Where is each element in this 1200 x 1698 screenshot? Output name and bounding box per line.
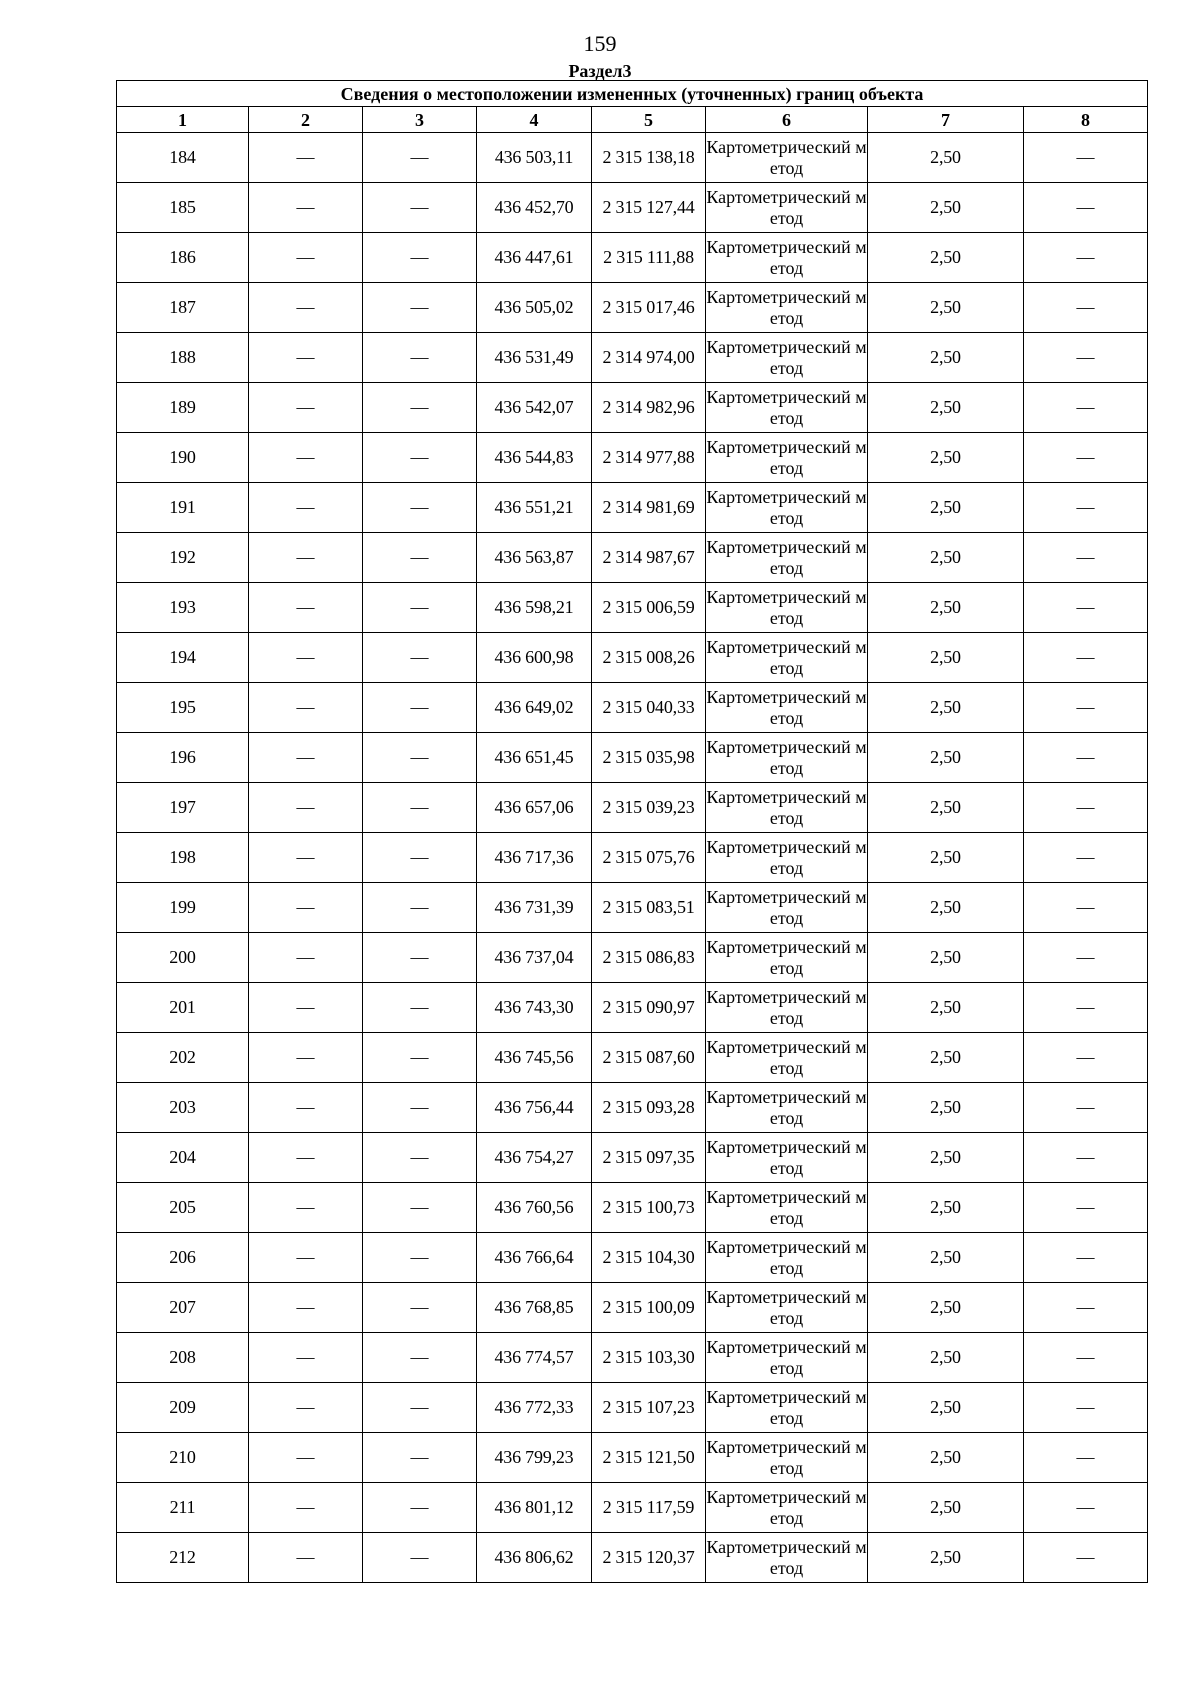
method-cell: Картометрический метод: [706, 733, 868, 783]
cell-col-8: —: [1024, 1533, 1148, 1583]
point-number-cell: 202: [117, 1033, 249, 1083]
method-cell: Картометрический метод: [706, 683, 868, 733]
method-cell: Картометрический метод: [706, 1133, 868, 1183]
accuracy-cell: 2,50: [868, 1483, 1024, 1533]
point-number-cell: 187: [117, 283, 249, 333]
cell-col-2: —: [249, 1133, 363, 1183]
method-cell: Картометрический метод: [706, 1183, 868, 1233]
table-title: Сведения о местоположении измененных (уточненных) границ объекта: [117, 81, 1148, 107]
accuracy-cell: 2,50: [868, 933, 1024, 983]
accuracy-cell: 2,50: [868, 1033, 1024, 1083]
cell-col-8: —: [1024, 833, 1148, 883]
point-number-cell: 212: [117, 1533, 249, 1583]
point-number-cell: 203: [117, 1083, 249, 1133]
cell-col-2: —: [249, 733, 363, 783]
y-coordinate-cell: 2 315 100,09: [592, 1283, 706, 1333]
cell-col-2: —: [249, 133, 363, 183]
x-coordinate-cell: 436 600,98: [477, 633, 592, 683]
method-cell: Картометрический метод: [706, 883, 868, 933]
x-coordinate-cell: 436 563,87: [477, 533, 592, 583]
cell-col-8: —: [1024, 1283, 1148, 1333]
accuracy-cell: 2,50: [868, 1183, 1024, 1233]
y-coordinate-cell: 2 315 120,37: [592, 1533, 706, 1583]
accuracy-cell: 2,50: [868, 533, 1024, 583]
cell-col-3: —: [363, 133, 477, 183]
cell-col-2: —: [249, 583, 363, 633]
section-label: Раздел3: [568, 61, 632, 81]
table-row: [117, 583, 1148, 633]
cell-col-3: —: [363, 483, 477, 533]
table-row: [117, 433, 1148, 483]
x-coordinate-cell: 436 756,44: [477, 1083, 592, 1133]
cell-col-2: —: [249, 883, 363, 933]
cell-col-8: —: [1024, 1083, 1148, 1133]
cell-col-2: —: [249, 633, 363, 683]
cell-col-8: —: [1024, 1233, 1148, 1283]
cell-col-3: —: [363, 383, 477, 433]
x-coordinate-cell: 436 598,21: [477, 583, 592, 633]
table-row: [117, 1233, 1148, 1283]
cell-col-2: —: [249, 933, 363, 983]
cell-col-3: —: [363, 633, 477, 683]
table-row: [117, 833, 1148, 883]
cell-col-3: —: [363, 333, 477, 383]
table-row: [117, 633, 1148, 683]
cell-col-2: —: [249, 833, 363, 883]
method-cell: Картометрический метод: [706, 483, 868, 533]
table-title-row: [117, 81, 1148, 107]
y-coordinate-cell: 2 315 087,60: [592, 1033, 706, 1083]
accuracy-cell: 2,50: [868, 333, 1024, 383]
accuracy-cell: 2,50: [868, 1233, 1024, 1283]
table-row: [117, 383, 1148, 433]
column-number: 8: [1024, 107, 1148, 133]
accuracy-cell: 2,50: [868, 983, 1024, 1033]
method-cell: Картометрический метод: [706, 383, 868, 433]
x-coordinate-cell: 436 447,61: [477, 233, 592, 283]
y-coordinate-cell: 2 315 040,33: [592, 683, 706, 733]
table-row: [117, 233, 1148, 283]
column-number: 7: [868, 107, 1024, 133]
cell-col-2: —: [249, 1033, 363, 1083]
point-number-cell: 193: [117, 583, 249, 633]
table-row: [117, 333, 1148, 383]
y-coordinate-cell: 2 314 981,69: [592, 483, 706, 533]
table-row: [117, 983, 1148, 1033]
point-number-cell: 201: [117, 983, 249, 1033]
x-coordinate-cell: 436 760,56: [477, 1183, 592, 1233]
method-cell: Картометрический метод: [706, 1383, 868, 1433]
column-number-row: [117, 107, 1148, 133]
table-row: [117, 1383, 1148, 1433]
accuracy-cell: 2,50: [868, 833, 1024, 883]
y-coordinate-cell: 2 314 987,67: [592, 533, 706, 583]
y-coordinate-cell: 2 315 090,97: [592, 983, 706, 1033]
y-coordinate-cell: 2 315 008,26: [592, 633, 706, 683]
cell-col-3: —: [363, 1333, 477, 1383]
column-number: 6: [706, 107, 868, 133]
method-cell: Картометрический метод: [706, 133, 868, 183]
cell-col-2: —: [249, 333, 363, 383]
table-row: [117, 1183, 1148, 1233]
x-coordinate-cell: 436 737,04: [477, 933, 592, 983]
y-coordinate-cell: 2 315 083,51: [592, 883, 706, 933]
x-coordinate-cell: 436 544,83: [477, 433, 592, 483]
x-coordinate-cell: 436 766,64: [477, 1233, 592, 1283]
cell-col-8: —: [1024, 1183, 1148, 1233]
y-coordinate-cell: 2 315 039,23: [592, 783, 706, 833]
cell-col-2: —: [249, 433, 363, 483]
cell-col-3: —: [363, 933, 477, 983]
accuracy-cell: 2,50: [868, 583, 1024, 633]
cell-col-3: —: [363, 1033, 477, 1083]
y-coordinate-cell: 2 315 138,18: [592, 133, 706, 183]
accuracy-cell: 2,50: [868, 733, 1024, 783]
method-cell: Картометрический метод: [706, 333, 868, 383]
x-coordinate-cell: 436 651,45: [477, 733, 592, 783]
cell-col-2: —: [249, 1383, 363, 1433]
y-coordinate-cell: 2 315 111,88: [592, 233, 706, 283]
cell-col-3: —: [363, 1433, 477, 1483]
table-row: [117, 1333, 1148, 1383]
method-cell: Картометрический метод: [706, 283, 868, 333]
x-coordinate-cell: 436 717,36: [477, 833, 592, 883]
table-row: [117, 483, 1148, 533]
method-cell: Картометрический метод: [706, 933, 868, 983]
method-cell: Картометрический метод: [706, 783, 868, 833]
point-number-cell: 200: [117, 933, 249, 983]
cell-col-8: —: [1024, 433, 1148, 483]
accuracy-cell: 2,50: [868, 383, 1024, 433]
cell-col-8: —: [1024, 1483, 1148, 1533]
table-row: [117, 1283, 1148, 1333]
column-number: 5: [592, 107, 706, 133]
cell-col-3: —: [363, 733, 477, 783]
y-coordinate-cell: 2 315 107,23: [592, 1383, 706, 1433]
cell-col-2: —: [249, 483, 363, 533]
point-number-cell: 209: [117, 1383, 249, 1433]
y-coordinate-cell: 2 315 117,59: [592, 1483, 706, 1533]
cell-col-3: —: [363, 433, 477, 483]
method-cell: Картометрический метод: [706, 1483, 868, 1533]
table-row: [117, 683, 1148, 733]
cell-col-2: —: [249, 1083, 363, 1133]
point-number-cell: 186: [117, 233, 249, 283]
x-coordinate-cell: 436 531,49: [477, 333, 592, 383]
x-coordinate-cell: 436 649,02: [477, 683, 592, 733]
method-cell: Картометрический метод: [706, 1433, 868, 1483]
cell-col-3: —: [363, 683, 477, 733]
cell-col-3: —: [363, 1283, 477, 1333]
cell-col-3: —: [363, 783, 477, 833]
column-number: 4: [477, 107, 592, 133]
point-number-cell: 188: [117, 333, 249, 383]
point-number-cell: 208: [117, 1333, 249, 1383]
accuracy-cell: 2,50: [868, 433, 1024, 483]
y-coordinate-cell: 2 315 086,83: [592, 933, 706, 983]
y-coordinate-cell: 2 315 075,76: [592, 833, 706, 883]
y-coordinate-cell: 2 315 100,73: [592, 1183, 706, 1233]
y-coordinate-cell: 2 315 104,30: [592, 1233, 706, 1283]
table-row: [117, 1433, 1148, 1483]
accuracy-cell: 2,50: [868, 1533, 1024, 1583]
cell-col-3: —: [363, 283, 477, 333]
cell-col-2: —: [249, 233, 363, 283]
point-number-cell: 199: [117, 883, 249, 933]
cell-col-2: —: [249, 1433, 363, 1483]
cell-col-2: —: [249, 1283, 363, 1333]
cell-col-3: —: [363, 583, 477, 633]
table-row: [117, 283, 1148, 333]
cell-col-8: —: [1024, 633, 1148, 683]
cell-col-3: —: [363, 533, 477, 583]
y-coordinate-cell: 2 314 982,96: [592, 383, 706, 433]
table-row: [117, 1533, 1148, 1583]
table-row: [117, 933, 1148, 983]
table-row: [117, 733, 1148, 783]
accuracy-cell: 2,50: [868, 1383, 1024, 1433]
x-coordinate-cell: 436 799,23: [477, 1433, 592, 1483]
x-coordinate-cell: 436 806,62: [477, 1533, 592, 1583]
point-number-cell: 190: [117, 433, 249, 483]
cell-col-2: —: [249, 183, 363, 233]
cell-col-8: —: [1024, 683, 1148, 733]
y-coordinate-cell: 2 315 097,35: [592, 1133, 706, 1183]
method-cell: Картометрический метод: [706, 983, 868, 1033]
cell-col-2: —: [249, 533, 363, 583]
table-row: [117, 1083, 1148, 1133]
table-row: [117, 883, 1148, 933]
method-cell: Картометрический метод: [706, 533, 868, 583]
accuracy-cell: 2,50: [868, 233, 1024, 283]
table-body: [117, 133, 1148, 1583]
x-coordinate-cell: 436 768,85: [477, 1283, 592, 1333]
accuracy-cell: 2,50: [868, 133, 1024, 183]
cell-col-8: —: [1024, 183, 1148, 233]
accuracy-cell: 2,50: [868, 283, 1024, 333]
cell-col-8: —: [1024, 1333, 1148, 1383]
cell-col-2: —: [249, 1183, 363, 1233]
cell-col-3: —: [363, 833, 477, 883]
cell-col-8: —: [1024, 283, 1148, 333]
point-number-cell: 196: [117, 733, 249, 783]
y-coordinate-cell: 2 315 035,98: [592, 733, 706, 783]
cell-col-8: —: [1024, 983, 1148, 1033]
cell-col-2: —: [249, 783, 363, 833]
cell-col-2: —: [249, 1333, 363, 1383]
cell-col-8: —: [1024, 783, 1148, 833]
x-coordinate-cell: 436 503,11: [477, 133, 592, 183]
cell-col-3: —: [363, 1133, 477, 1183]
table-row: [117, 783, 1148, 833]
method-cell: Картометрический метод: [706, 233, 868, 283]
point-number-cell: 198: [117, 833, 249, 883]
accuracy-cell: 2,50: [868, 683, 1024, 733]
cell-col-3: —: [363, 183, 477, 233]
accuracy-cell: 2,50: [868, 1283, 1024, 1333]
cell-col-3: —: [363, 233, 477, 283]
method-cell: Картометрический метод: [706, 1033, 868, 1083]
cell-col-2: —: [249, 1233, 363, 1283]
cell-col-8: —: [1024, 133, 1148, 183]
point-number-cell: 185: [117, 183, 249, 233]
cell-col-8: —: [1024, 583, 1148, 633]
accuracy-cell: 2,50: [868, 1133, 1024, 1183]
x-coordinate-cell: 436 774,57: [477, 1333, 592, 1383]
column-number: 3: [363, 107, 477, 133]
method-cell: Картометрический метод: [706, 1233, 868, 1283]
cell-col-8: —: [1024, 383, 1148, 433]
cell-col-8: —: [1024, 883, 1148, 933]
point-number-cell: 205: [117, 1183, 249, 1233]
table-row: [117, 1483, 1148, 1533]
page-number: 159: [583, 31, 617, 56]
accuracy-cell: 2,50: [868, 1433, 1024, 1483]
cell-col-8: —: [1024, 733, 1148, 783]
cell-col-8: —: [1024, 233, 1148, 283]
cell-col-8: —: [1024, 933, 1148, 983]
x-coordinate-cell: 436 505,02: [477, 283, 592, 333]
cell-col-3: —: [363, 883, 477, 933]
method-cell: Картометрический метод: [706, 583, 868, 633]
cell-col-8: —: [1024, 1383, 1148, 1433]
point-number-cell: 195: [117, 683, 249, 733]
x-coordinate-cell: 436 745,56: [477, 1033, 592, 1083]
table-row: [117, 1133, 1148, 1183]
cell-col-8: —: [1024, 1033, 1148, 1083]
accuracy-cell: 2,50: [868, 1083, 1024, 1133]
column-number: 1: [117, 107, 249, 133]
point-number-cell: 191: [117, 483, 249, 533]
point-number-cell: 197: [117, 783, 249, 833]
x-coordinate-cell: 436 551,21: [477, 483, 592, 533]
method-cell: Картометрический метод: [706, 833, 868, 883]
cell-col-2: —: [249, 1483, 363, 1533]
accuracy-cell: 2,50: [868, 633, 1024, 683]
cell-col-3: —: [363, 1383, 477, 1433]
point-number-cell: 210: [117, 1433, 249, 1483]
point-number-cell: 206: [117, 1233, 249, 1283]
method-cell: Картометрический метод: [706, 1283, 868, 1333]
method-cell: Картометрический метод: [706, 433, 868, 483]
cell-col-8: —: [1024, 483, 1148, 533]
coordinates-table: [116, 80, 1148, 1583]
x-coordinate-cell: 436 452,70: [477, 183, 592, 233]
method-cell: Картометрический метод: [706, 1333, 868, 1383]
cell-col-3: —: [363, 1183, 477, 1233]
x-coordinate-cell: 436 657,06: [477, 783, 592, 833]
x-coordinate-cell: 436 801,12: [477, 1483, 592, 1533]
table-row: [117, 533, 1148, 583]
y-coordinate-cell: 2 315 103,30: [592, 1333, 706, 1383]
accuracy-cell: 2,50: [868, 183, 1024, 233]
cell-col-2: —: [249, 983, 363, 1033]
y-coordinate-cell: 2 315 121,50: [592, 1433, 706, 1483]
accuracy-cell: 2,50: [868, 483, 1024, 533]
method-cell: Картометрический метод: [706, 1533, 868, 1583]
cell-col-3: —: [363, 983, 477, 1033]
x-coordinate-cell: 436 754,27: [477, 1133, 592, 1183]
cell-col-2: —: [249, 383, 363, 433]
cell-col-8: —: [1024, 1433, 1148, 1483]
cell-col-3: —: [363, 1233, 477, 1283]
cell-col-3: —: [363, 1533, 477, 1583]
cell-col-2: —: [249, 1533, 363, 1583]
method-cell: Картометрический метод: [706, 633, 868, 683]
point-number-cell: 204: [117, 1133, 249, 1183]
point-number-cell: 192: [117, 533, 249, 583]
cell-col-3: —: [363, 1483, 477, 1533]
cell-col-8: —: [1024, 533, 1148, 583]
point-number-cell: 207: [117, 1283, 249, 1333]
accuracy-cell: 2,50: [868, 1333, 1024, 1383]
point-number-cell: 194: [117, 633, 249, 683]
table-row: [117, 133, 1148, 183]
y-coordinate-cell: 2 315 093,28: [592, 1083, 706, 1133]
cell-col-2: —: [249, 683, 363, 733]
cell-col-8: —: [1024, 333, 1148, 383]
table-row: [117, 1033, 1148, 1083]
y-coordinate-cell: 2 315 017,46: [592, 283, 706, 333]
cell-col-2: —: [249, 283, 363, 333]
cell-col-3: —: [363, 1083, 477, 1133]
column-number: 2: [249, 107, 363, 133]
x-coordinate-cell: 436 731,39: [477, 883, 592, 933]
method-cell: Картометрический метод: [706, 183, 868, 233]
point-number-cell: 184: [117, 133, 249, 183]
y-coordinate-cell: 2 314 977,88: [592, 433, 706, 483]
accuracy-cell: 2,50: [868, 883, 1024, 933]
cell-col-8: —: [1024, 1133, 1148, 1183]
table-row: [117, 183, 1148, 233]
point-number-cell: 189: [117, 383, 249, 433]
x-coordinate-cell: 436 772,33: [477, 1383, 592, 1433]
y-coordinate-cell: 2 315 006,59: [592, 583, 706, 633]
accuracy-cell: 2,50: [868, 783, 1024, 833]
y-coordinate-cell: 2 314 974,00: [592, 333, 706, 383]
y-coordinate-cell: 2 315 127,44: [592, 183, 706, 233]
x-coordinate-cell: 436 542,07: [477, 383, 592, 433]
x-coordinate-cell: 436 743,30: [477, 983, 592, 1033]
method-cell: Картометрический метод: [706, 1083, 868, 1133]
point-number-cell: 211: [117, 1483, 249, 1533]
